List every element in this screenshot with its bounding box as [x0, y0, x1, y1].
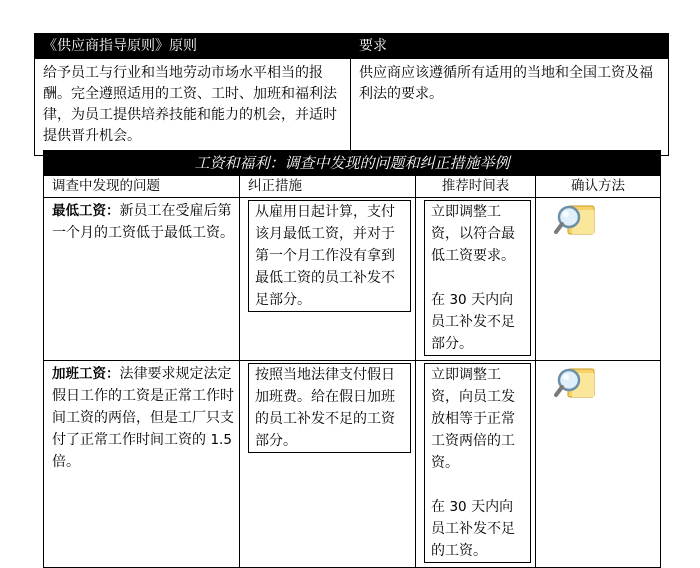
issue-text: 新员工在受雇后第一个月的工资低于最低工资。 — [52, 203, 234, 241]
verification-cell — [536, 361, 661, 568]
action-cell — [240, 198, 416, 361]
requirement-header: 要求 — [351, 34, 669, 59]
magnifier-folder-icon — [554, 365, 598, 401]
action-cell — [240, 361, 416, 568]
action-box — [248, 200, 411, 312]
findings-table — [43, 150, 661, 568]
issue-text: 法律要求规定法定假日工作的工资是正常工作时间工资的两倍，但是工厂只支付了正常工作时间工资的 — [52, 366, 234, 448]
table-row — [44, 361, 661, 568]
magnifier-folder-icon — [554, 202, 598, 238]
column-header-timeline: 推荐时间表 — [416, 176, 536, 198]
issue-label: 加班工资： — [52, 366, 120, 382]
column-header-action: 纠正措施 — [240, 176, 416, 198]
requirement-text: 供应商应该遵循所有适用的当地和全国工资及福利法的要求。 — [351, 59, 669, 156]
timeline-followup — [431, 496, 526, 562]
findings-title: 工资和福利：调查中发现的问题和纠正措施举例 — [44, 151, 661, 176]
principle-table — [34, 33, 669, 156]
issue-cell — [44, 361, 240, 568]
table-row — [44, 198, 661, 361]
timeline-followup — [431, 289, 526, 355]
timeline-cell — [416, 361, 536, 568]
column-header-verification: 确认方法 — [536, 176, 661, 198]
timeline-text: 立即调整工资，以符合最低工资要求。 — [431, 204, 515, 264]
issue-label: 最低工资： — [52, 203, 120, 219]
timeline-box — [424, 363, 531, 563]
principle-header: 《供应商指导原则》原则 — [35, 34, 351, 59]
action-text: 从雇用日起计算，支付该月最低工资，并对于第一个月工作没有拿到最低工资的员工补发不足部分。 — [255, 204, 395, 308]
timeline-prefix: 在 — [431, 292, 450, 308]
principle-text: 给予员工与行业和当地劳动市场水平相当的报酬。完全遵照适用的工资、工时、加班和福利法律，为员工提供培养技能和能力的机会，并适时提供晋升机会。 — [35, 59, 351, 156]
timeline-box — [424, 200, 531, 356]
timeline-text: 立即调整工资，向员工发放相等于正常工资两倍的工资。 — [431, 367, 515, 471]
timeline-suffix: 天内向员工补发不足的工资。 — [431, 499, 515, 559]
timeline-prefix: 在 — [431, 499, 450, 515]
timeline-cell — [416, 198, 536, 361]
verification-cell — [536, 198, 661, 361]
issue-text-end: 倍。 — [52, 454, 80, 470]
action-text: 按照当地法律支付假日加班费。给在假日加班的员工补发不足的工资部分。 — [255, 367, 395, 449]
timeline-days: 30 — [449, 292, 467, 308]
issue-cell — [44, 198, 240, 361]
action-box — [248, 363, 411, 453]
timeline-suffix: 天内向员工补发不足部分。 — [431, 292, 515, 352]
timeline-days: 30 — [449, 499, 467, 515]
issue-multiplier: 1.5 — [210, 432, 232, 448]
column-header-issue: 调查中发现的问题 — [44, 176, 240, 198]
